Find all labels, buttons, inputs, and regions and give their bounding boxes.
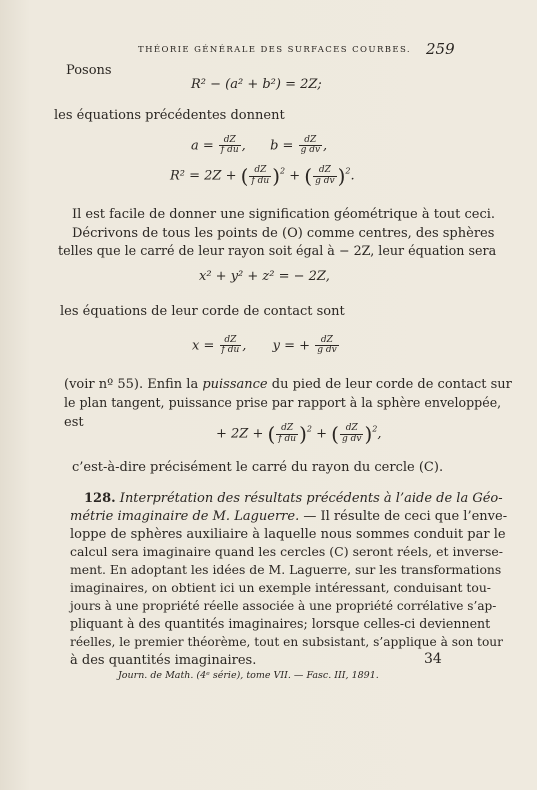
- equation-r2: R² = 2Z + ( $\frac{dZ}{\text{f du}}$ )$^2$ + ( $\frac{dZ}{\text{g dv}}$ )$^2$.: [170, 164, 355, 188]
- text-line: à des quantités imaginaires.: [70, 653, 257, 668]
- text-line: imaginaires, on obtient ici un exemple intéressant, conduisant tou-: [70, 580, 491, 595]
- denominator: g dv: [315, 175, 335, 186]
- text-line: c’est-à-dire précisément le carré du rayon du cercle (C).: [72, 460, 444, 475]
- text-segment: — Il résulte de ceci que l’enve-: [299, 509, 508, 524]
- text-line: Posons: [66, 63, 112, 78]
- text-line: Décrivons de tous les points de (O) comme centres, des sphères: [72, 226, 495, 241]
- section-number: 128.: [84, 491, 116, 506]
- denominator: f du: [221, 345, 240, 356]
- text-segment: (voir nº 55). Enfin la: [64, 377, 203, 392]
- numerator: dZ: [315, 336, 338, 346]
- y-lhs: y = +: [272, 338, 311, 354]
- equation-power: + 2Z + ( $\frac{dZ}{\text{f du}}$ )$^2$ + ( $\frac{dZ}{\text{g dv}}$ )$^2$,: [216, 422, 382, 446]
- page-number: 259: [426, 40, 455, 58]
- equation-a-b: a = $\frac{dZ}{\text{f du}}$ , b = $\frac{dZ}{\text{g dv}}$ ,: [191, 135, 328, 156]
- plus-sign: +: [289, 168, 301, 184]
- text-line: est: [64, 415, 84, 430]
- numerator: dZ: [276, 424, 298, 434]
- text-line: les équations précédentes donnent: [54, 108, 285, 123]
- footer-citation: Journ. de Math. (4ᵉ série), tome VII. — Fasc. III, 1891.: [118, 670, 379, 681]
- denominator: f du: [278, 433, 297, 444]
- denominator: g dv: [300, 145, 321, 156]
- text-line: [64, 378, 512, 391]
- italic-term: puissance: [202, 377, 268, 392]
- x-lhs: x =: [192, 338, 215, 354]
- numerator: dZ: [299, 136, 322, 146]
- section-heading: [84, 492, 503, 505]
- fraction: [219, 136, 241, 156]
- numerator: dZ: [340, 424, 363, 434]
- fraction: [276, 424, 298, 444]
- text-line: pliquant à des quantités imaginaires; lorsque celles-ci deviennent: [70, 616, 491, 631]
- running-header: THÉORIE GÉNÉRALE DES SURFACES COURBES.: [138, 45, 412, 55]
- text-line: loppe de sphères auxiliaire à laquelle nous sommes conduit par le: [70, 527, 506, 542]
- plus-sign: +: [316, 426, 328, 442]
- signature-mark: 34: [424, 651, 442, 667]
- text-segment: du pied de leur corde de contact sur: [267, 377, 512, 392]
- text-line: telles que le carré de leur rayon soit égal à − 2Z, leur équation sera: [58, 243, 497, 258]
- section-title: Interprétation des résultats précédents à l’aide de la Géo-: [115, 491, 503, 506]
- text-line: le plan tangent, puissance prise par rapport à la sphère enveloppée,: [64, 395, 502, 410]
- numerator: dZ: [313, 166, 336, 176]
- fraction: [313, 166, 336, 186]
- a-lhs: a =: [191, 138, 214, 154]
- italic-term: métrie imaginaire de M. Laguerre.: [70, 509, 300, 524]
- text-line: ment. En adoptant les idées de M. Laguerre, sur les transformations: [70, 562, 502, 577]
- text-line: réelles, le premier théorème, tout en subsistant, s’applique à son tour: [70, 635, 503, 649]
- text-line: jours à une propriété réelle associée à une propriété corrélative s’ap-: [70, 599, 497, 613]
- numerator: dZ: [249, 166, 271, 176]
- equation-1: R² − (a² + b²) = 2Z;: [191, 77, 322, 92]
- equation-xy: x = $\frac{dZ}{\text{f du}}$ , y = + $\frac{dZ}{\text{g dv}}$: [192, 335, 337, 356]
- numerator: dZ: [220, 336, 242, 346]
- denominator: f du: [220, 145, 239, 156]
- numerator: dZ: [219, 136, 241, 146]
- fraction: [315, 336, 338, 356]
- fraction: [220, 336, 242, 356]
- denominator: f du: [251, 175, 270, 186]
- text-line: [70, 510, 507, 523]
- fraction: [249, 166, 271, 186]
- denominator: g dv: [317, 345, 337, 356]
- fraction: [340, 424, 363, 444]
- text-line: les équations de leur corde de contact sont: [60, 304, 345, 319]
- r2-lhs: R² = 2Z +: [170, 168, 237, 184]
- text-line: Il est facile de donner une signification géométrique à tout ceci.: [72, 207, 496, 222]
- fraction: [299, 136, 322, 156]
- equation-sphere: x² + y² + z² = − 2Z,: [199, 269, 330, 284]
- power-lhs: + 2Z +: [216, 426, 264, 442]
- denominator: g dv: [341, 433, 362, 444]
- b-lhs: b =: [270, 138, 294, 154]
- text-line: calcul sera imaginaire quand les cercles (C) seront réels, et inverse-: [70, 544, 504, 559]
